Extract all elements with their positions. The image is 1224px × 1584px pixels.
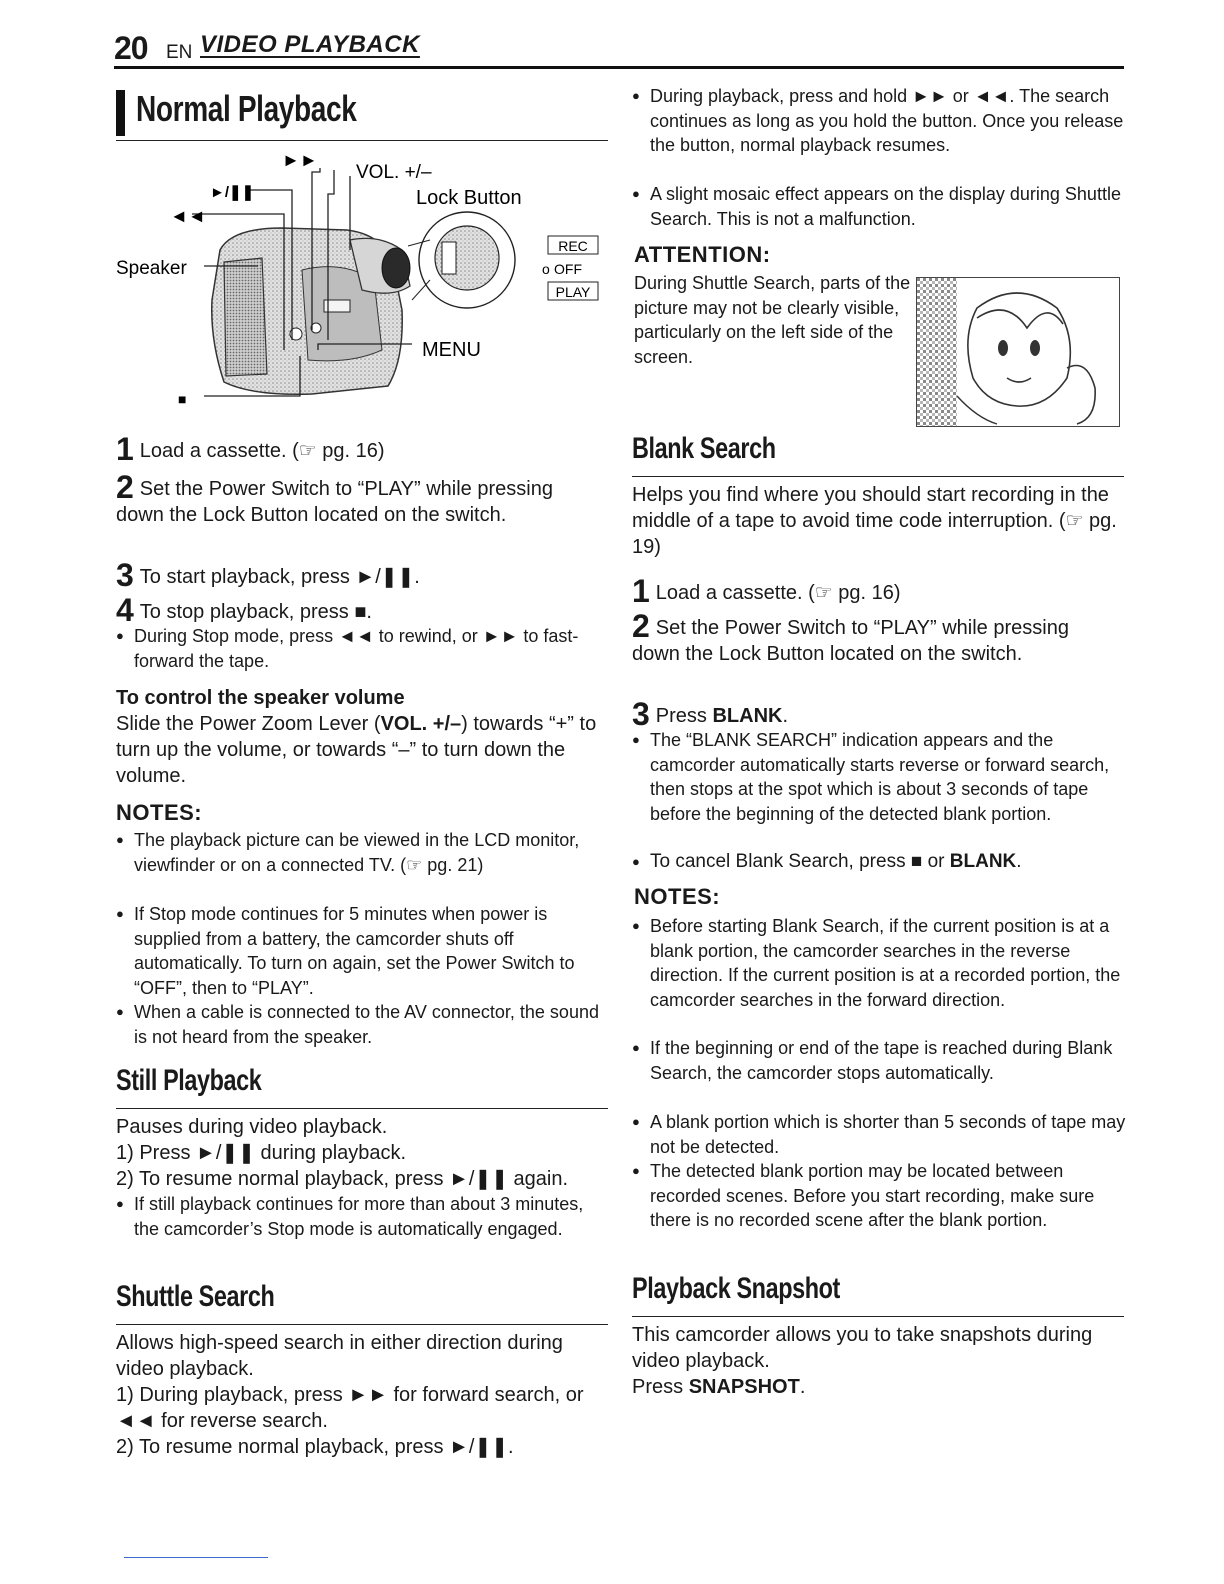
normal-bullet-1: ● During Stop mode, press ◄◄ to rewind, or ►► to fast-forward the tape. [116, 624, 608, 673]
blank-step-2: 2 Set the Power Switch to “PLAY” while pressing down the Lock Button located on the switch. [632, 608, 1069, 665]
still-bullet: ● If still playback continues for more than about 3 minutes, the camcorder’s Stop mode is automatically engaged. [116, 1192, 604, 1241]
rew-symbol: ◄◄ [170, 206, 206, 226]
ff-symbol: ►► [282, 150, 318, 170]
shuttle-intro: Allows high-speed search in either direction during video playback. [116, 1332, 563, 1380]
blank-notes-heading: NOTES: [634, 884, 721, 909]
normal-note-2: ● If Stop mode continues for 5 minutes when power is supplied from a battery, the camcorder shuts off automatically. To turn on again, set the Power Switch to “OFF”, then to “PLAY”. [116, 902, 610, 1000]
blank-step-1: 1 Load a cassette. (☞ pg. 16) [632, 573, 901, 609]
stop-symbol: ■ [178, 391, 187, 407]
normal-step-3: 3 To start playback, press ►/❚❚. [116, 557, 420, 593]
mosaic-face-illustration [916, 277, 1120, 427]
volume-text: Slide the Power Zoom Lever (VOL. +/–) towards “+” to turn up the volume, or towards “–” to turn down the volume. [116, 713, 597, 787]
normal-note-1: ● The playback picture can be viewed in the LCD monitor, viewfinder or on a connected TV. (☞ pg. 21) [116, 828, 610, 877]
blank-bullet-1: ● The “BLANK SEARCH” indication appears and the camcorder automatically starts reverse or forward search, then stops at the spot which is about 3 seconds of tape before the beginning of the detected blank portion. [632, 728, 1130, 826]
menu-label: MENU [422, 339, 481, 361]
speaker-label: Speaker [116, 258, 187, 279]
switch-off-label: OFF [554, 261, 582, 277]
section-title: VIDEO PLAYBACK [200, 31, 420, 58]
normal-step-1: 1 Load a cassette. (☞ pg. 16) [116, 431, 385, 467]
vol-label: VOL. +/– [356, 162, 432, 183]
blank-bullet-2: ● To cancel Blank Search, press ■ or BLANK. [632, 850, 1130, 875]
blank-intro: Helps you find where you should start recording in the middle of a tape to avoid time code interruption. (☞ pg. 19) [632, 484, 1117, 558]
normal-step-2: 2 Set the Power Switch to “PLAY” while pressing down the Lock Button located on the switch. [116, 469, 553, 526]
shuttle-bullet-2: ● A slight mosaic effect appears on the display during Shuttle Search. This is not a malfunction. [632, 182, 1130, 231]
shuttle-step-2: 2) To resume normal playback, press ►/❚❚. [116, 1436, 514, 1458]
normal-playback-heading [116, 88, 608, 141]
svg-text:o: o [542, 261, 550, 277]
camcorder-diagram [112, 150, 608, 412]
snapshot-press: Press SNAPSHOT. [632, 1376, 806, 1398]
attention-heading: ATTENTION: [634, 242, 771, 267]
shuttle-bullet-1: ● During playback, press and hold ►► or ◄◄. The search continues as long as you hold the button. Once you release the button, normal playback resumes. [632, 84, 1130, 158]
footer-rule [124, 1557, 268, 1558]
volume-heading: To control the speaker volume [116, 687, 405, 709]
page-header [114, 28, 1124, 69]
blank-note-3: ● A blank portion which is shorter than 5 seconds of tape may not be detected. [632, 1110, 1140, 1159]
playback-snapshot-heading: Playback Snapshot [632, 1272, 1124, 1317]
blank-note-4: ● The detected blank portion may be located between recorded scenes. Before you start recording, make sure there is no recorded scene after the blank portion. [632, 1159, 1130, 1233]
lock-button-label: Lock Button [416, 187, 522, 209]
play-pause-symbol: ►/❚❚ [210, 184, 255, 201]
still-intro: Pauses during video playback. [116, 1116, 388, 1138]
normal-note-3: ● When a cable is connected to the AV connector, the sound is not heard from the speaker. [116, 1000, 610, 1049]
still-step-2: 2) To resume normal playback, press ►/❚❚ again. [116, 1168, 569, 1190]
heading-bar [116, 90, 125, 136]
normal-notes-heading: NOTES: [116, 800, 203, 825]
blank-note-1: ● Before starting Blank Search, if the current position is at a blank portion, the camcorder searches in the reverse direction. If the current position is at a recorded portion, the camcorder searches in the forward direction. [632, 914, 1126, 1012]
still-step-1: 1) Press ►/❚❚ during playback. [116, 1142, 407, 1164]
camcorder-illustration [112, 150, 608, 412]
shuttle-step-1: 1) During playback, press ►► for forward search, or ◄◄ for reverse search. [116, 1384, 584, 1432]
normal-playback-title: Normal Playback [136, 88, 357, 129]
language-code: EN [166, 42, 193, 63]
page-number: 20 [114, 30, 148, 66]
blank-step-3: 3 Press BLANK. [632, 696, 789, 732]
switch-rec-label: REC [558, 238, 588, 254]
blank-note-2: ● If the beginning or end of the tape is reached during Blank Search, the camcorder stops automatically. [632, 1036, 1126, 1085]
blank-search-heading: Blank Search [632, 432, 1124, 477]
switch-play-label: PLAY [555, 284, 591, 300]
normal-step-4: 4 To stop playback, press ■. [116, 592, 372, 628]
shuttle-search-heading: Shuttle Search [116, 1280, 608, 1325]
attention-text: During Shuttle Search, parts of the picture may not be clearly visible, particularly on the left side of the screen. [634, 273, 911, 367]
snapshot-intro: This camcorder allows you to take snapshots during video playback. [632, 1324, 1093, 1372]
still-playback-heading: Still Playback [116, 1064, 608, 1109]
face-sketch [917, 278, 1119, 426]
